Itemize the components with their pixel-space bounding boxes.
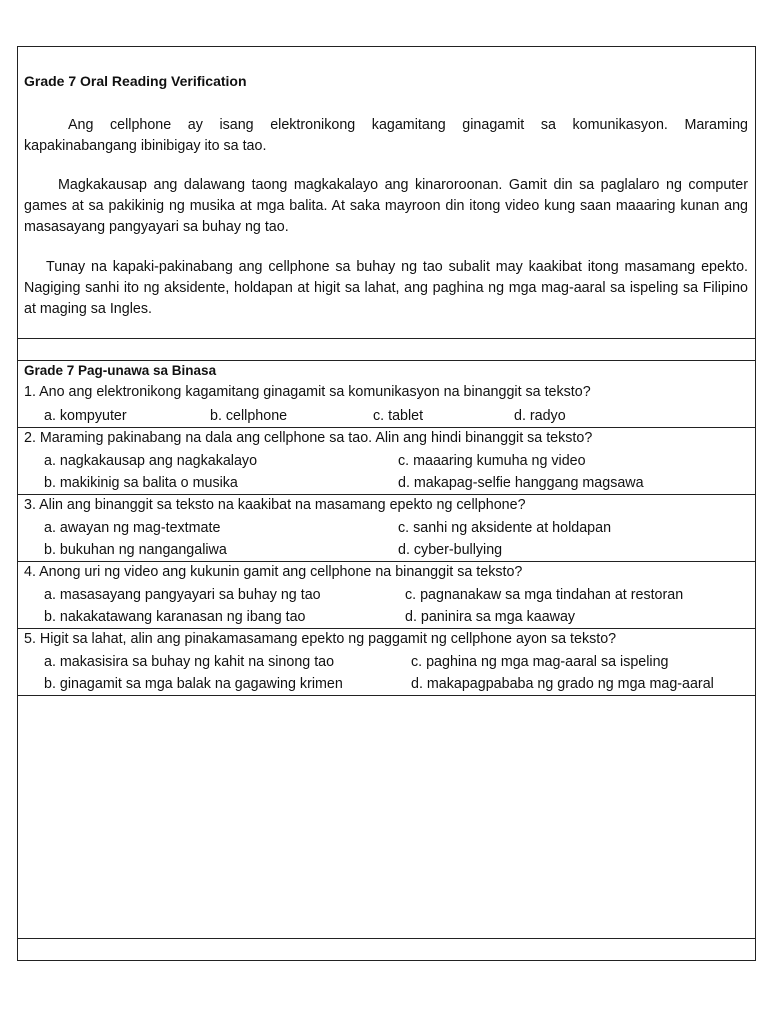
q2-option-b: b. makikinig sa balita o musika — [44, 475, 238, 491]
question-3: 3. Alin ang binanggit sa teksto na kaakibat na masamang epekto ng cellphone? — [24, 497, 526, 513]
q3-option-c: c. sanhi ng aksidente at holdapan — [398, 520, 612, 536]
reading-paragraph-1: Ang cellphone ay isang elektronikong kagamitang ginagamit sa komunikasyon. Maraming kapakinabangang ibinibigay ito sa tao. — [24, 117, 748, 154]
q4-option-d: d. paninira sa mga kaaway — [405, 609, 576, 625]
q1-option-c: c. tablet — [373, 408, 424, 424]
q5-option-b: b. ginagamit sa mga balak na gagawing krimen — [44, 676, 343, 692]
q5-option-c: c. paghina ng mga mag-aaral sa ispeling — [411, 654, 669, 670]
q1-option-d: d. radyo — [514, 408, 566, 424]
q2-option-d: d. makapag-selfie hanggang magsawa — [398, 475, 644, 491]
q4-option-c: c. pagnanakaw sa mga tindahan at restoran — [405, 587, 684, 603]
divider — [18, 561, 755, 562]
q1-option-a: a. kompyuter — [44, 408, 127, 424]
worksheet-frame — [17, 46, 756, 961]
q3-option-d: d. cyber-bullying — [398, 542, 503, 558]
q4-option-a: a. masasayang pangyayari sa buhay ng tao — [44, 587, 321, 603]
divider — [18, 494, 755, 495]
reading-paragraph-3: Tunay na kapaki-pakinabang ang cellphone sa buhay ng tao subalit may kaakibat itong masamang epekto. Nagiging sanhi ito ng aksidente, holdapan at higit sa lahat, ang paghina ng mga mag-aaral sa ispeling sa Filipino at maging sa Ingles. — [24, 259, 748, 317]
q5-option-d: d. makapagpababa ng grado ng mga mag-aaral — [411, 676, 714, 692]
question-2: 2. Maraming pakinabang na dala ang cellphone sa tao. Alin ang hindi binanggit sa teksto? — [24, 430, 593, 446]
reading-title: Grade 7 Oral Reading Verification — [24, 73, 247, 89]
q5-option-a: a. makasisira sa buhay ng kahit na sinong tao — [44, 654, 335, 670]
divider — [18, 938, 755, 939]
divider — [18, 628, 755, 629]
q1-option-b: b. cellphone — [210, 408, 288, 424]
question-1: 1. Ano ang elektronikong kagamitang ginagamit sa komunikasyon na binanggit sa teksto? — [24, 384, 591, 400]
q3-option-a: a. awayan ng mag-textmate — [44, 520, 221, 536]
comprehension-title: Grade 7 Pag-unawa sa Binasa — [24, 363, 217, 378]
question-5: 5. Higit sa lahat, alin ang pinakamasamang epekto ng paggamit ng cellphone ayon sa teksto? — [24, 631, 617, 647]
q3-option-b: b. bukuhan ng nangangaliwa — [44, 542, 227, 558]
q4-option-b: b. nakakatawang karanasan ng ibang tao — [44, 609, 306, 625]
q2-option-a: a. nagkakausap ang nagkakalayo — [44, 453, 258, 469]
divider — [18, 427, 755, 428]
reading-paragraph-2: Magkakausap ang dalawang taong magkakalayo ang kinaroroonan. Gamit din sa paglalaro ng computer games at sa pakikinig ng musika at mga balita. At saka mayroon din itong video kung saan maaaring kunan ang masasayang pangyayari sa buhay ng tao. — [24, 177, 748, 235]
divider — [18, 360, 755, 361]
question-4: 4. Anong uri ng video ang kukunin gamit ang cellphone na binanggit sa teksto? — [24, 564, 523, 580]
divider — [18, 695, 755, 696]
divider — [18, 338, 755, 339]
q2-option-c: c. maaaring kumuha ng video — [398, 453, 586, 469]
